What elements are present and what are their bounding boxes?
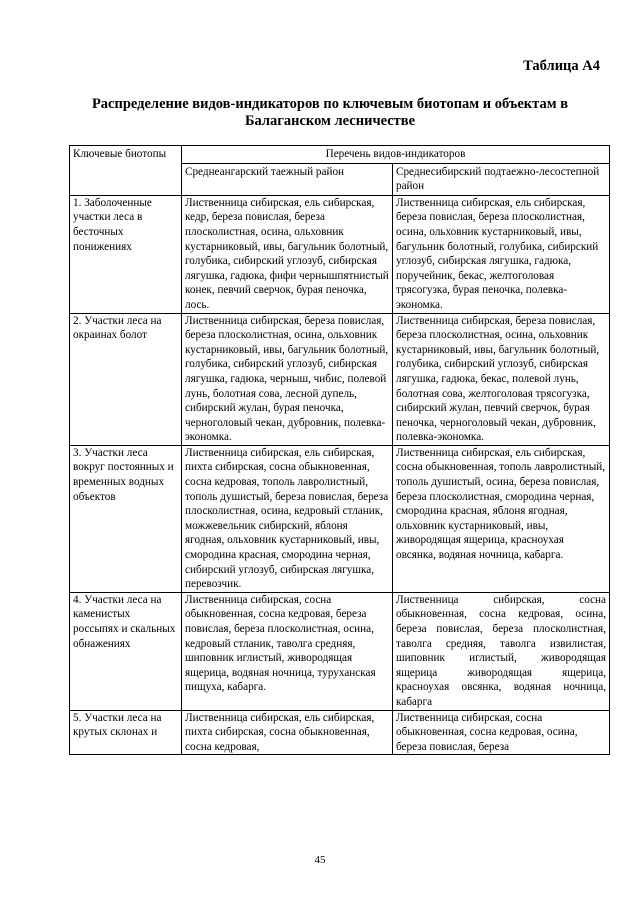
header-species-list: Перечень видов-индикаторов <box>182 146 610 164</box>
table-title: Распределение видов-индикаторов по ключевым биотопам и объектам в Балаганском лесничестве <box>91 96 569 129</box>
region-2-species-cell: Лиственница сибирская, ель сибирская, сосна обыкновенная, тополь лавролистный, тополь душистый, осина, береза повислая, береза плосколистная, смородина черная, смородина красная, яблоня ягодная, ольховник кустарниковый, ивы, живородящая ящерица, красноухая овсянка, водяная ночница, кабарга. <box>393 445 610 592</box>
header-biotopes: Ключевые биотопы <box>70 146 182 196</box>
table-label: Таблица А4 <box>523 58 600 74</box>
page-number: 45 <box>314 854 326 866</box>
region-1-species-cell: Лиственница сибирская, сосна обыкновенная, сосна кедровая, береза повислая, береза плосколистная, осина, кедровый стланик, таволга средняя, шиповник иглистый, живородящая ящерица, водяная ночница, туруханская пищуха, кабарга. <box>182 592 393 710</box>
indicator-species-table <box>69 145 610 755</box>
region-1-species-cell: Лиственница сибирская, ель сибирская, пихта сибирская, сосна обыкновенная, сосна кедровая, <box>182 710 393 755</box>
region-1-species-cell: Лиственница сибирская, ель сибирская, пихта сибирская, сосна обыкновенная, сосна кедровая, тополь лавролистный, тополь душистый, береза повислая, береза плосколистная, осина, кедровый стланик, можжевельник сибирский, яблоня ягодная, ольховник кустарниковый, ивы, смородина красная, смородина черная, сибирский углозуб, сибирская лягушка, перевозчик. <box>182 445 393 592</box>
table-row <box>70 710 610 755</box>
biotope-cell: 5. Участки леса на крутых склонах и <box>70 710 182 755</box>
table-viewport <box>69 145 610 832</box>
header-region-1: Среднеангарский таежный район <box>182 163 393 195</box>
table-row <box>70 592 610 710</box>
table-row <box>70 313 610 445</box>
region-2-species-cell: Лиственница сибирская, береза повислая, береза плосколистная, осина, ольховник кустарниковый, ивы, багульник болотный, голубика, сибирский углозуб, сибирская лягушка, гадюка, бекас, полевой лунь, болотная сова, желтоголовая трясогузка, сибирский жулан, певчий сверчок, бурая пеночка, черноголовый чекан, дубровник, полевка-экономка. <box>393 313 610 445</box>
region-1-species-cell: Лиственница сибирская, береза повислая, береза плосколистная, осина, ольховник кустарниковый, ивы, багульник болотный, голубика, сибирский углозуб, сибирская лягушка, гадюка, черныш, чибис, полевой лунь, болотная сова, лесной дупель, сибирский жулан, бурая пеночка, черноголовый чекан, дубровник, полевка-экономка. <box>182 313 393 445</box>
biotope-cell: 4. Участки леса на каменистых россыпях и скальных обнажениях <box>70 592 182 710</box>
table-header-row <box>70 146 610 164</box>
biotope-cell: 1. Заболоченные участки леса в бесточных понижениях <box>70 195 182 313</box>
header-region-2: Среднесибирский подтаежно-лесостепной район <box>393 163 610 195</box>
region-1-species-cell: Лиственница сибирская, ель сибирская, кедр, береза повислая, береза плосколистная, осина, ольховник кустарниковый, ивы, багульник болотный, голубика, сибирский углозуб, сибирская лягушка, гадюка, фифи чернышпятнистый конек, певчий сверчок, бурая пеночка, лось. <box>182 195 393 313</box>
table-row <box>70 195 610 313</box>
biotope-cell: 3. Участки леса вокруг постоянных и временных водных объектов <box>70 445 182 592</box>
region-2-species-cell: Лиственница сибирская, сосна обыкновенная, сосна кедровая, осина, береза повислая, береза плосколистная, таволга средняя, таволга извилистая, шиповник иглистый, живородящая ящерица живородящая ящерица, красноухая овсянка, водяная ночница, кабарга <box>393 592 610 710</box>
region-2-species-cell: Лиственница сибирская, ель сибирская, береза повислая, береза плосколистная, осина, ольховник кустарниковый, ивы, багульник болотный, голубика, сибирский углозуб, сибирская лягушка, гадюка, поручейник, бекас, желтоголовая трясогузка, бурая пеночка, полевка-экономка. <box>393 195 610 313</box>
region-2-species-cell: Лиственница сибирская, сосна обыкновенная, сосна кедровая, осина, береза повислая, береза <box>393 710 610 755</box>
biotope-cell: 2. Участки леса на окраинах болот <box>70 313 182 445</box>
table-row <box>70 445 610 592</box>
